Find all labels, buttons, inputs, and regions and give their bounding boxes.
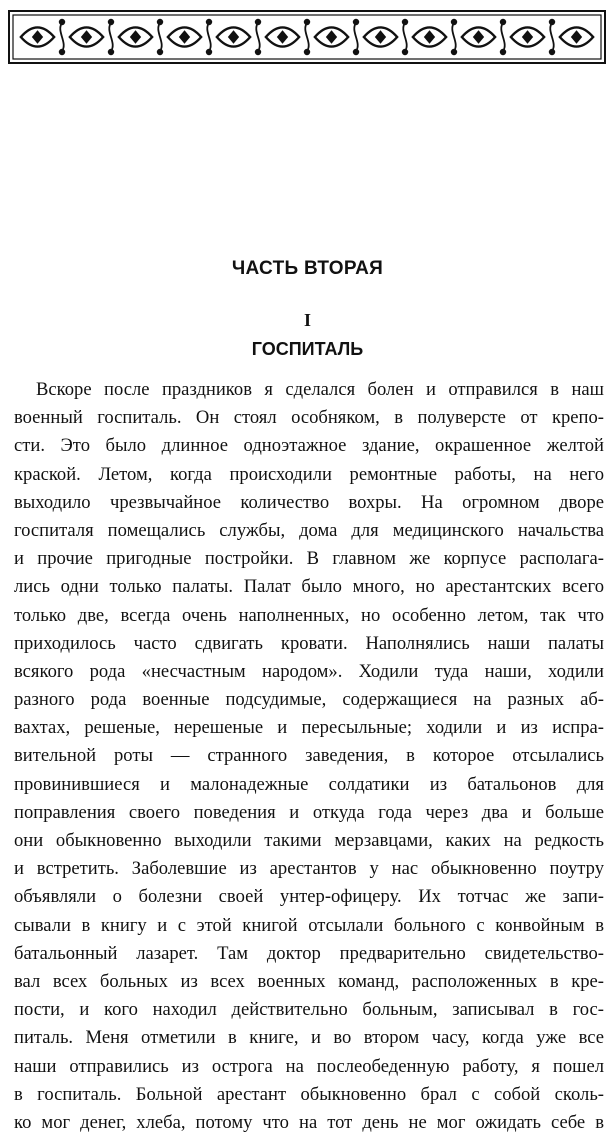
text-line: краской. Летом, когда происходили ремонтные работы, на него	[14, 463, 604, 485]
chapter-title: ГОСПИТАЛЬ	[251, 339, 364, 359]
text-line: вал всех больных из всех военных команд, расположенных в кре-	[14, 970, 604, 992]
ornament-diamond	[376, 31, 386, 43]
ornament-diamond	[180, 31, 190, 43]
ornament-diamond	[425, 31, 435, 43]
ornament-curl	[501, 23, 504, 51]
ornament-curl	[305, 23, 308, 51]
text-line: сти. Это было длинное одноэтажное здание, окрашенное желтой	[14, 435, 604, 457]
text-line: госпиталя помещались службы, дома для медицинского начальства	[14, 519, 604, 541]
ornament-curl	[158, 23, 161, 51]
ornament-dot	[501, 50, 505, 54]
text-line: объявляли о болезни своей унтер-офицеру. Их тотчас же запи-	[14, 886, 604, 908]
chapter-number: I	[303, 310, 311, 330]
ornament-dot	[60, 20, 64, 24]
text-line: ко мог денег, хлеба, потому что на тот день не мог ожидать себе в	[14, 1111, 604, 1133]
text-line: батальонный лазарет. Там доктор предварительно свидетельство-	[14, 942, 604, 964]
text-line: лись одни только палаты. Палат было много, но арестантских всего	[14, 576, 604, 598]
text-line: в госпиталь. Больной арестант обыкновенно брал с собой сколь-	[14, 1083, 604, 1105]
ornament-dot	[109, 50, 113, 54]
text-line: и встретить. Заболевшие из арестантов у нас обыкновенно поутру	[14, 858, 604, 880]
ornament-dot	[354, 20, 358, 24]
text-line: приходилось часто сдвигать кровати. Наполнялись наши палаты	[14, 632, 604, 654]
ornament-dot	[256, 50, 260, 54]
ornament-dot	[109, 20, 113, 24]
text-line: питаль. Меня отметили в книге, и во втором часу, когда уже все	[14, 1027, 604, 1049]
ornament-diamond	[523, 31, 533, 43]
text-line: только две, всегда очень наполненных, но особенно летом, так что	[14, 604, 604, 626]
ornament-dot	[550, 50, 554, 54]
ornament-dot	[403, 50, 407, 54]
ornament-curl	[354, 23, 357, 51]
ornament-diamond	[474, 31, 484, 43]
ornament-curl	[403, 23, 406, 51]
ornament-diamond	[572, 31, 582, 43]
ornament-curl	[452, 23, 455, 51]
ornament-dot	[256, 20, 260, 24]
ornament-diamond	[82, 31, 92, 43]
ornament-curl	[256, 23, 259, 51]
text-line: пости, и кого находил действительно больным, записывал в гос-	[14, 999, 604, 1021]
ornament-dot	[305, 50, 309, 54]
text-line: вахтах, решеные, нерешеные и пересыльные; ходили и из испра-	[14, 717, 604, 739]
ornament-diamond	[278, 31, 288, 43]
part-title: ЧАСТЬ ВТОРАЯ	[231, 258, 384, 279]
text-line: поправления своего поведения и откуда года через два и больше	[14, 801, 604, 823]
ornament-curl	[207, 23, 210, 51]
ornament-dot	[452, 50, 456, 54]
body-paragraph	[14, 376, 604, 1137]
ornament-dot	[305, 20, 309, 24]
ornament-curl	[550, 23, 553, 51]
text-line: они обыкновенно выходили такими мерзавцами, каких на редкость	[14, 830, 604, 851]
ornament-dot	[452, 20, 456, 24]
ornament-dot	[403, 20, 407, 24]
text-line: и прочие пригодные постройки. В главном же корпусе располага-	[14, 548, 604, 570]
text-line: вительной роты — странного заведения, в которое отсылались	[14, 745, 604, 767]
text-line: военный госпиталь. Он стоял особняком, в полуверсте от крепо-	[14, 407, 604, 429]
ornament-dot	[207, 20, 211, 24]
text-line: Вскоре после праздников я сделался болен и отправился в наш	[36, 379, 604, 400]
ornament-diamond	[33, 31, 43, 43]
text-line: выходило чрезвычайное количество вохры. На огромном дворе	[14, 491, 604, 513]
ornament-dot	[158, 20, 162, 24]
text-line: наши отправились из острога на послеобеденную работу, я пошел	[14, 1055, 604, 1077]
ornament-diamond	[131, 31, 141, 43]
text-line: сывали в книгу и с этой книгой отсылали больного с конвойным в	[14, 914, 604, 936]
ornamental-border-header	[8, 10, 606, 64]
ornament-diamond	[327, 31, 337, 43]
text-line: провинившиеся и малонадежные солдатики из батальонов для	[14, 773, 604, 795]
ornament-curl	[60, 23, 63, 51]
ornament-diamond	[229, 31, 239, 43]
ornament-dot	[354, 50, 358, 54]
ornament-dot	[158, 50, 162, 54]
text-line: всякого рода «несчастным народом». Ходили туда наши, ходили	[14, 660, 604, 682]
ornament-dot	[207, 50, 211, 54]
ornament-dot	[550, 20, 554, 24]
ornament-dot	[60, 50, 64, 54]
ornament-dot	[501, 20, 505, 24]
text-line: разного рода военные подсудимые, содержащиеся на разных аб-	[14, 689, 604, 711]
ornament-curl	[109, 23, 112, 51]
